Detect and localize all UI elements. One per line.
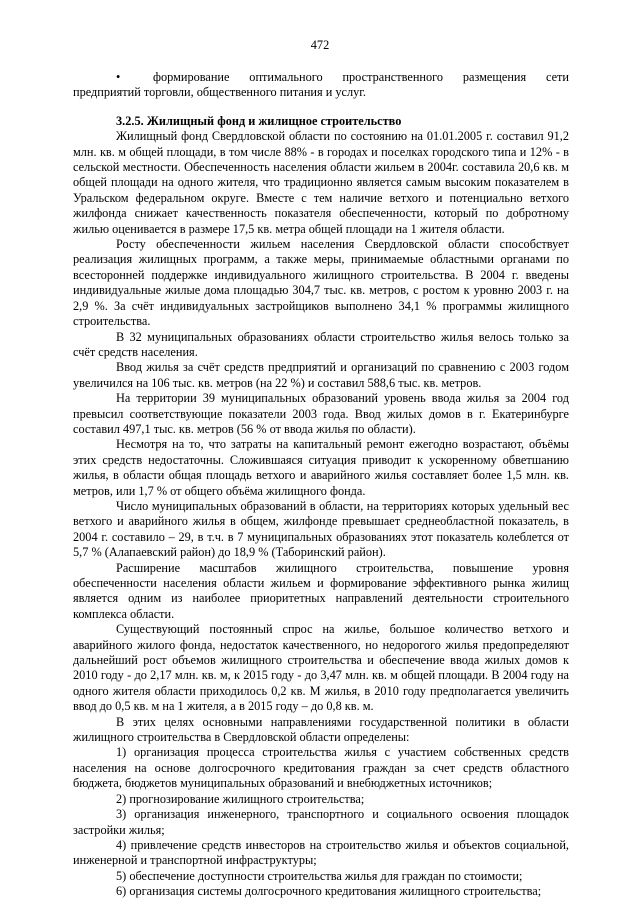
paragraph: Число муниципальных образований в области, на территориях которых удельный вес ветхого и аварийного жилья в общем, жилфонде превышает среднеобластной показатель, в 2004 г. составило – 29, в т.ч. в 7 муниципальных образованиях этот показатель колеблется от 5,7 % (Алапаевский район) до 18,9 % (Таборинский район). xyxy=(73,498,569,560)
paragraph: Росту обеспеченности жильем населения Свердловской области способствует реализация жилищных программ, а также меры, принимаемые областными органами по всесторонней поддержке индивидуального жилищного строительства. В 2004 г. введены индивидуальные жилые дома площадью 304,7 тыс. кв. метров, с ростом к уровню 2003 г. на 2,9 %. За счёт индивидуальных застройщиков выполнено 34,1 % программы жилищного строительства. xyxy=(73,237,569,329)
paragraph: В 32 муниципальных образованиях области строительство жилья велось только за счёт средств населения. xyxy=(73,329,569,359)
paragraph: Жилищный фонд Свердловской области по состоянию на 01.01.2005 г. составил 91,2 млн. кв. м общей площади, в том числе 88% - в городах и поселках городского типа и 12% - в сельской местности. Обеспеченность населения области жильем в 2004г. составила 20,6 кв. м общей площади на одного жителя, что традиционно является самым высоким показателем в Уральском федеральном округе. Вместе с тем наличие ветхого и потенциально ветхого жилфонда снижает качественность показателя обеспеченности, который по добротному жилью оценивается в размере 17,5 кв. метра общей площади на 1 жителя области. xyxy=(73,129,569,236)
bullet-icon: • xyxy=(116,70,121,84)
bullet-text: формирование оптимального пространственного размещения сети предприятий торговли, общественного питания и услуг. xyxy=(73,70,569,100)
paragraph: Несмотря на то, что затраты на капитальный ремонт ежегодно возрастают, объёмы этих средств недостаточны. Сложившаяся ситуация приводит к ускоренному обветшанию жилья, в области общая площадь ветхого и аварийного жилья составляет более 1,5 млн. кв. метров, или 1,7 % от общего объёма жилищного фонда. xyxy=(73,437,569,498)
paragraph: Расширение масштабов жилищного строительства, повышение уровня обеспеченности населения области жильем и формирование эффективного рынка жилищ является одним из наиболее приоритетных направлений деятельности строительного комплекса области. xyxy=(73,560,569,621)
paragraph: Ввод жилья за счёт средств предприятий и организаций по сравнению с 2003 годом увеличился на 106 тыс. кв. метров (на 22 %) и составил 588,6 тыс. кв. метров. xyxy=(73,360,569,390)
section-heading: 3.2.5. Жилищный фонд и жилищное строительство xyxy=(116,113,402,128)
paragraphs xyxy=(73,129,569,899)
list-item: 4) привлечение средств инвесторов на строительство жилья и объектов социальной, инженерной и транспортной инфраструктуры; xyxy=(73,837,569,868)
page-number: 472 xyxy=(310,38,330,52)
page-content xyxy=(73,70,569,900)
paragraph: На территории 39 муниципальных образований уровень ввода жилья за 2004 год превысил соответствующие показатели 2003 года. Ввод жилых домов в г. Екатеринбурге составил 497,1 тыс. кв. метров (56 % от ввода жилья по области). xyxy=(73,391,569,436)
list-item: 1) организация процесса строительства жилья с участием собственных средств населения на основе долгосрочного кредитования граждан за счет средств областного бюджета, бюджетов муниципальных образований и внебюджетных источников; xyxy=(73,745,569,791)
paragraph: Существующий постоянный спрос на жилье, большое количество ветхого и аварийного жилого фонда, недостаток качественного, но недорогого жилья предопределяют дальнейший рост объемов жилищного строительства и обеспечение ввода жилых домов к 2010 году - до 2,17 млн. кв. м, к 2015 году - до 3,47 млн. кв. м общей площади. В 2004 году на одного жителя области приходилось 0,2 кв. М жилья, в 2010 году предполагается увеличить ввод до 0,5 кв. м на 1 жителя, а в 2015 году – до 0,8 кв. м. xyxy=(73,622,569,714)
list-item: 6) организация системы долгосрочного кредитования жилищного строительства; xyxy=(116,884,542,899)
paragraph: В этих целях основными направлениями государственной политики в области жилищного строительства в Свердловской области определены: xyxy=(73,714,569,745)
list-item: 3) организация инженерного, транспортного и социального освоения площадок застройки жилья; xyxy=(73,807,569,837)
bullet-item xyxy=(73,70,569,101)
list-item: 5) обеспечение доступности строительства жилья для граждан по стоимости; xyxy=(116,868,523,883)
list-item: 2) прогнозирование жилищного строительства; xyxy=(116,791,365,806)
